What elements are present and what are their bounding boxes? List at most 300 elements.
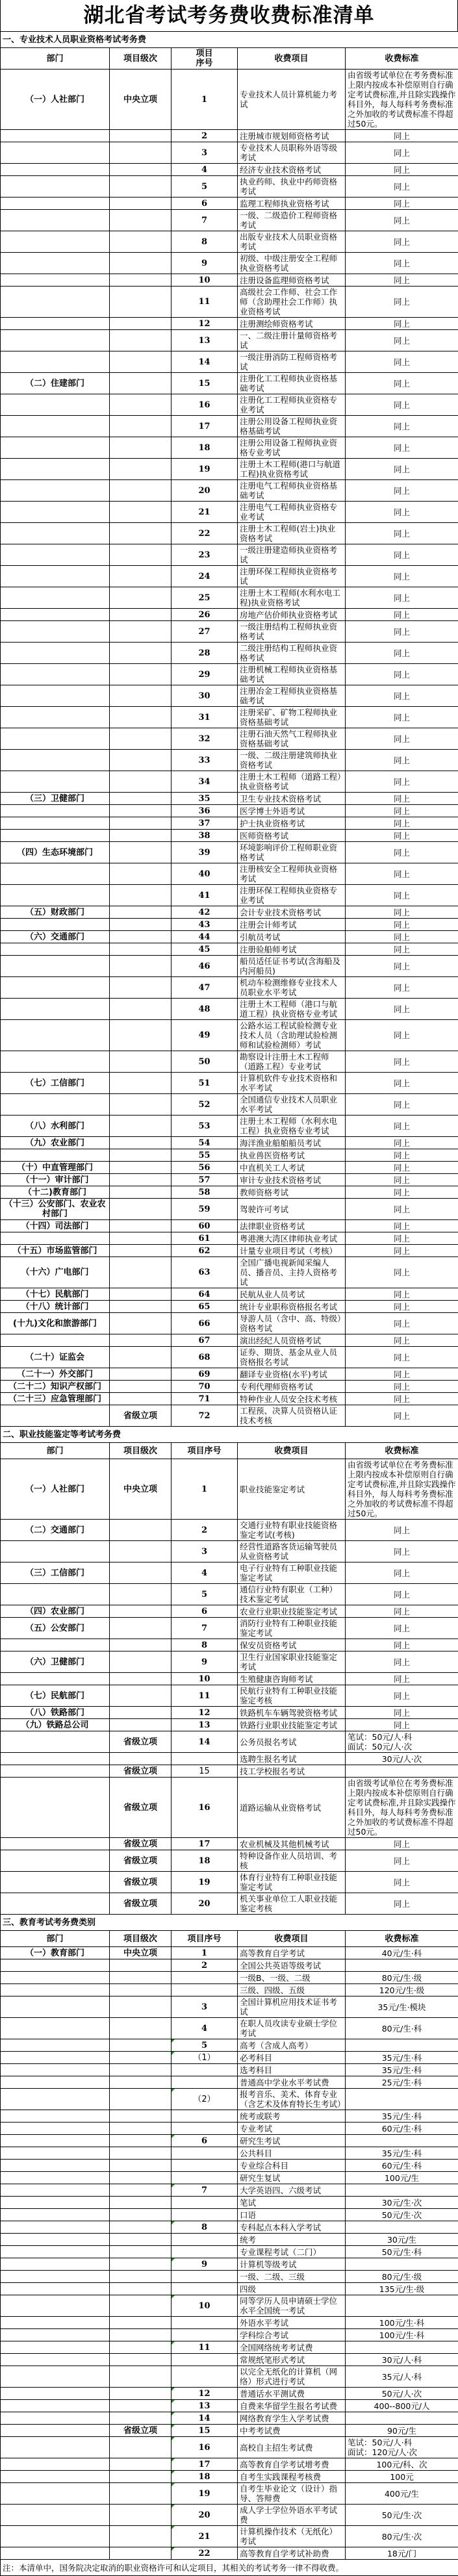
std-cell: 同上	[346, 198, 458, 210]
table-row	[1, 2366, 458, 2388]
std-cell: 同上	[346, 1520, 458, 1541]
item-cell: 注册土木工程师（水利水电工程）执业资格专业考试	[238, 1116, 346, 1137]
level-cell: 省级立项	[110, 1405, 172, 1427]
column-header-item: 收费项目	[238, 48, 346, 70]
std-cell: 同上	[346, 999, 458, 1020]
std-cell: 同上	[346, 1149, 458, 1162]
std-cell: 同上	[346, 1347, 458, 1368]
level-cell	[110, 210, 172, 231]
dept-cell	[1, 2123, 110, 2135]
seq-cell	[172, 2354, 238, 2366]
table-row	[1, 274, 458, 287]
std-cell: 同上	[346, 885, 458, 906]
level-cell	[110, 842, 172, 863]
seq-cell: 21	[172, 2526, 238, 2547]
seq-cell: 1	[172, 1459, 238, 1520]
seq-cell	[172, 2064, 238, 2076]
std-cell: 同上	[346, 1605, 458, 1618]
seq-cell: 18	[172, 2471, 238, 2483]
table-row	[1, 728, 458, 750]
seq-cell: 16	[172, 394, 238, 416]
table-row	[1, 750, 458, 771]
column-header-level: 项目级次	[110, 1443, 172, 1459]
section-heading: 三、教育考试考务费类别	[1, 1915, 458, 1931]
table-row	[1, 1393, 458, 1405]
seq-cell: 27	[172, 621, 238, 643]
item-cell: 船员适任证书考试(含海船及内河船员)	[238, 956, 346, 977]
level-cell	[110, 1959, 172, 1972]
dept-cell	[1, 2366, 110, 2388]
level-cell	[110, 1301, 172, 1313]
dept-cell	[1, 2317, 110, 2329]
dept-cell	[1, 1972, 110, 1984]
dept-cell: （九）农业部门	[1, 1137, 110, 1149]
level-cell	[110, 2184, 172, 2197]
item-cell: 全国网络统考考试费	[238, 2341, 346, 2354]
level-cell	[110, 1685, 172, 1707]
std-cell: 60元/生·科	[346, 2123, 458, 2135]
seq-cell: 10	[172, 2295, 238, 2317]
table-row	[1, 1073, 458, 1094]
std-cell: 同上	[346, 210, 458, 231]
level-cell	[110, 2354, 172, 2366]
dept-cell	[1, 459, 110, 480]
dept-cell	[1, 1893, 110, 1915]
item-cell: 专利代理师资格考试	[238, 1381, 346, 1393]
dept-cell: （四）生态环境部门	[1, 842, 110, 863]
item-cell: 全国计算机应用技术证书考试	[238, 1996, 346, 2018]
level-cell	[110, 373, 172, 394]
table-row	[1, 1584, 458, 1605]
seq-cell	[172, 2366, 238, 2388]
table-row	[1, 2425, 458, 2437]
item-cell: 中考考试费	[238, 2425, 346, 2437]
item-cell: 职业技能鉴定考试	[238, 1459, 346, 1520]
seq-cell	[172, 2234, 238, 2246]
dept-cell	[1, 1541, 110, 1562]
level-cell	[110, 2197, 172, 2209]
level-cell	[110, 1605, 172, 1618]
level-cell: 中央立项	[110, 70, 172, 130]
seq-cell: 16	[172, 1778, 238, 1838]
item-cell: 专业技术人员职称外语等级考试	[238, 142, 346, 164]
seq-cell: 50	[172, 1051, 238, 1073]
item-cell: 普通高中学业水平考试费	[238, 2076, 346, 2089]
std-cell: 笔试：50元/人·科 面试：50元/人·次	[346, 1731, 458, 1753]
dept-cell	[1, 566, 110, 587]
item-cell: 民航从业人员考试	[238, 1288, 346, 1301]
item-cell: 注册冶金工程师执业资格基础考试	[238, 685, 346, 707]
std-cell: 同上	[346, 1639, 458, 1651]
dept-cell	[1, 1584, 110, 1605]
table-row	[1, 1996, 458, 2018]
dept-cell: （九）铁路总公司	[1, 1719, 110, 1731]
section-heading: 二、职业技能鉴定等考试考务费	[1, 1427, 458, 1443]
item-cell: 专业考试	[238, 2123, 346, 2135]
std-cell: 同上	[346, 643, 458, 664]
std-cell: 同上	[346, 502, 458, 523]
dept-cell	[1, 480, 110, 502]
table-row	[1, 1368, 458, 1381]
item-cell: 注册电气工程师执业资格基础考试	[238, 480, 346, 502]
level-cell	[110, 2547, 172, 2560]
item-cell: 证券、期货、基金从业人员资格报名考试	[238, 1347, 346, 1368]
dept-cell: （一）人社部门	[1, 70, 110, 130]
seq-cell: 65	[172, 1301, 238, 1313]
dept-cell: （十八）统计部门	[1, 1301, 110, 1313]
level-cell	[110, 1584, 172, 1605]
seq-cell: 6	[172, 1605, 238, 1618]
level-cell	[110, 1174, 172, 1186]
std-cell: 100元/生·科	[346, 2329, 458, 2341]
std-cell: 同上	[346, 1393, 458, 1405]
dept-cell: （三）卫健部门	[1, 793, 110, 805]
level-cell	[110, 544, 172, 566]
table-row	[1, 1220, 458, 1232]
item-cell: 注册环保工程师执业资格专业考试	[238, 885, 346, 906]
item-cell: 初级、中级注册安全工程师执业资格考试	[238, 253, 346, 274]
dept-cell: （一）教育部门	[1, 1947, 110, 1959]
item-cell: 公务员报名考试	[238, 1731, 346, 1753]
seq-cell: 22	[172, 2547, 238, 2560]
seq-cell: 1	[172, 1947, 238, 1959]
seq-cell: 10	[172, 274, 238, 287]
std-cell: 同上	[346, 1405, 458, 1427]
level-cell	[110, 885, 172, 906]
dept-cell	[1, 2147, 110, 2160]
dept-cell: （八）铁路部门	[1, 1707, 110, 1719]
seq-cell: 5	[172, 1584, 238, 1605]
dept-cell	[1, 1838, 110, 1850]
level-cell: 省级立项	[110, 1893, 172, 1915]
dept-cell	[1, 1673, 110, 1685]
dept-cell	[1, 863, 110, 885]
table-row	[1, 2341, 458, 2354]
seq-cell: 40	[172, 863, 238, 885]
level-cell	[110, 1051, 172, 1073]
level-cell	[110, 2258, 172, 2271]
seq-cell: 11	[172, 2341, 238, 2354]
seq-cell: 15	[172, 1765, 238, 1778]
dept-cell	[1, 2283, 110, 2295]
dept-cell	[1, 999, 110, 1020]
seq-cell: 26	[172, 609, 238, 621]
item-cell: 二级注册结构工程师执业资格考试	[238, 643, 346, 664]
std-cell: 同上	[346, 330, 458, 351]
level-cell	[110, 1288, 172, 1301]
std-cell: 50元/生·次	[346, 2209, 458, 2221]
dept-cell	[1, 164, 110, 176]
item-cell: 注册核安全工程师执业资格考试	[238, 863, 346, 885]
level-cell	[110, 394, 172, 416]
table-row	[1, 999, 458, 1020]
seq-cell: 6	[172, 198, 238, 210]
table-row	[1, 2471, 458, 2483]
std-cell: 同上	[346, 1719, 458, 1731]
level-cell	[110, 1651, 172, 1673]
seq-cell: 13	[172, 2400, 238, 2412]
table-row	[1, 771, 458, 793]
level-cell	[110, 1639, 172, 1651]
dept-cell	[1, 2184, 110, 2197]
table-row	[1, 2388, 458, 2400]
seq-cell: 13	[172, 1719, 238, 1731]
table-row	[1, 1162, 458, 1174]
level-cell	[110, 621, 172, 643]
column-header-row	[1, 1443, 458, 1459]
seq-cell	[172, 2329, 238, 2341]
item-cell: 三级、四级、五级	[238, 1984, 346, 1996]
level-cell	[110, 2283, 172, 2295]
item-cell: 专业综合科目	[238, 2160, 346, 2172]
table-row	[1, 502, 458, 523]
item-cell: 自费来华留学生报名考试费	[238, 2400, 346, 2412]
std-cell: 80元/生·次	[346, 2526, 458, 2547]
dept-cell	[1, 1639, 110, 1651]
item-cell: 注册环保工程师执业资格考试	[238, 566, 346, 587]
level-cell	[110, 2160, 172, 2172]
seq-cell: 39	[172, 842, 238, 863]
dept-cell	[1, 2329, 110, 2341]
column-header-std: 收费标准	[346, 48, 458, 70]
level-cell	[110, 318, 172, 330]
std-cell	[346, 2039, 458, 2052]
item-cell: 医学博士外语考试	[238, 805, 346, 817]
level-cell	[110, 2295, 172, 2317]
level-cell	[110, 2052, 172, 2064]
std-cell: 同上	[346, 1257, 458, 1288]
dept-cell	[1, 330, 110, 351]
dept-cell	[1, 1753, 110, 1765]
seq-cell: 8	[172, 231, 238, 253]
std-cell: 同上	[346, 253, 458, 274]
std-cell: 同上	[346, 274, 458, 287]
dept-cell	[1, 2354, 110, 2366]
seq-cell: （1）	[172, 2052, 238, 2064]
seq-cell: 14	[172, 351, 238, 373]
table-row	[1, 2505, 458, 2526]
item-cell: 注册土木工程师（港口与航道工程）执业资格专业考试	[238, 999, 346, 1020]
table-row	[1, 176, 458, 198]
dept-cell	[1, 943, 110, 956]
seq-cell: 15	[172, 373, 238, 394]
std-cell	[346, 1959, 458, 1972]
std-cell: 同上	[346, 1313, 458, 1334]
std-cell: 同上	[346, 1116, 458, 1137]
seq-cell: 20	[172, 1893, 238, 1915]
item-cell: 学科综合考试	[238, 2329, 346, 2341]
table-row	[1, 1872, 458, 1893]
seq-cell: 1	[172, 70, 238, 130]
dept-cell	[1, 1405, 110, 1427]
item-cell: 计算机软件专业技术资格和水平考试	[238, 1073, 346, 1094]
table-row	[1, 817, 458, 830]
seq-cell: 17	[172, 2458, 238, 2471]
item-cell: 一级注册消防工程师资格考试	[238, 351, 346, 373]
dept-cell	[1, 2388, 110, 2400]
item-cell: 注册土木工程师（道路工程）执业资格考试	[238, 771, 346, 793]
std-cell: 同上	[346, 830, 458, 842]
std-cell: 50元/人·次	[346, 2388, 458, 2400]
item-cell: 引航员考试	[238, 931, 346, 943]
column-header-dept: 部门	[1, 1931, 110, 1947]
column-header-seq: 项目序号	[172, 1931, 238, 1947]
dept-cell	[1, 817, 110, 830]
level-cell	[110, 1257, 172, 1288]
dept-cell: （六）交通部门	[1, 931, 110, 943]
item-cell: 一级注册建造师执业资格考试	[238, 544, 346, 566]
table-row	[1, 587, 458, 609]
std-cell: 80元/生·级	[346, 2271, 458, 2283]
column-header-row	[1, 1931, 458, 1947]
dept-cell	[1, 2039, 110, 2052]
item-cell: 四级	[238, 2283, 346, 2295]
item-cell: 教师资格考试	[238, 1186, 346, 1199]
level-cell	[110, 2064, 172, 2076]
item-cell: 注册城市规划师资格考试	[238, 130, 346, 142]
std-cell: 同上	[346, 977, 458, 999]
dept-cell	[1, 198, 110, 210]
table-row	[1, 2123, 458, 2135]
seq-cell: 69	[172, 1368, 238, 1381]
std-cell: 30元/生·次	[346, 2197, 458, 2209]
dept-cell	[1, 2526, 110, 2547]
level-cell	[110, 1562, 172, 1584]
std-cell: 同上	[346, 609, 458, 621]
level-cell	[110, 330, 172, 351]
level-cell	[110, 1520, 172, 1541]
seq-cell: 19	[172, 2483, 238, 2505]
dept-cell	[1, 210, 110, 231]
table-row	[1, 416, 458, 437]
dept-cell	[1, 2018, 110, 2039]
seq-cell: 41	[172, 885, 238, 906]
seq-cell: 32	[172, 728, 238, 750]
std-cell: 35元/人·科	[346, 2366, 458, 2388]
item-cell: 公共科目	[238, 2147, 346, 2160]
seq-cell: 59	[172, 1199, 238, 1220]
std-cell: 400--800元/人	[346, 2400, 458, 2412]
item-cell: 注册会计师考试	[238, 919, 346, 931]
item-cell: 翻译专业资格(水平)考试	[238, 1368, 346, 1381]
dept-cell	[1, 805, 110, 817]
std-cell: 同上	[346, 1020, 458, 1051]
std-cell	[346, 1765, 458, 1778]
dept-cell	[1, 2172, 110, 2184]
std-cell: 同上	[346, 750, 458, 771]
std-cell: 同上	[346, 664, 458, 685]
level-cell	[110, 2172, 172, 2184]
std-cell: 18元/门	[346, 2547, 458, 2560]
level-cell: 省级立项	[110, 1850, 172, 1872]
level-cell	[110, 999, 172, 1020]
item-cell: 专业技术人员计算机能力考试	[238, 70, 346, 130]
std-cell: 35元/生·科	[346, 2052, 458, 2064]
level-cell: 中央立项	[110, 1459, 172, 1520]
table-row	[1, 885, 458, 906]
std-cell: 35元/生·科	[346, 2064, 458, 2076]
level-cell	[110, 817, 172, 830]
table-row	[1, 2246, 458, 2258]
item-cell: 统计专业职称资格报名考试	[238, 1301, 346, 1313]
table-row	[1, 210, 458, 231]
table-row	[1, 1405, 458, 1427]
seq-cell	[172, 1753, 238, 1765]
table-row	[1, 1719, 458, 1731]
dept-cell	[1, 2197, 110, 2209]
table-row	[1, 1850, 458, 1872]
table-row	[1, 2064, 458, 2076]
dept-cell	[1, 830, 110, 842]
level-cell	[110, 1381, 172, 1393]
dept-cell	[1, 2089, 110, 2110]
seq-cell: 17	[172, 1838, 238, 1850]
column-header-std: 收费标准	[346, 1931, 458, 1947]
item-cell: 注册化工工程师执业资格基础考试	[238, 373, 346, 394]
seq-cell: 3	[172, 1541, 238, 1562]
std-cell: 同上	[346, 956, 458, 977]
table-row	[1, 1174, 458, 1186]
table-row	[1, 1765, 458, 1778]
std-cell: 同上	[346, 142, 458, 164]
item-cell: 道路运输从业资格考试	[238, 1778, 346, 1838]
column-header-item: 收费项目	[238, 1931, 346, 1947]
level-cell	[110, 1719, 172, 1731]
seq-cell	[172, 2197, 238, 2209]
table-row	[1, 2160, 458, 2172]
dept-cell: （二十一）外交部门	[1, 1368, 110, 1381]
table-row	[1, 643, 458, 664]
std-cell: 同上	[346, 287, 458, 318]
section-heading: 一、专业技术人员职业资格考试考务费	[1, 32, 458, 48]
level-cell	[110, 1220, 172, 1232]
level-cell	[110, 1368, 172, 1381]
level-cell	[110, 1313, 172, 1334]
dept-cell	[1, 318, 110, 330]
table-row	[1, 621, 458, 643]
seq-cell: 47	[172, 977, 238, 999]
table-row	[1, 1199, 458, 1220]
level-cell	[110, 2089, 172, 2110]
std-cell: 同上	[346, 771, 458, 793]
dept-cell: （十五）市场监管部门	[1, 1245, 110, 1257]
table-row	[1, 1685, 458, 1707]
table-row	[1, 2295, 458, 2317]
seq-cell: 19	[172, 1872, 238, 1893]
level-cell	[110, 2135, 172, 2147]
table-row	[1, 1313, 458, 1334]
table-row	[1, 1257, 458, 1288]
std-cell: 同上	[346, 437, 458, 459]
level-cell	[110, 351, 172, 373]
std-cell: 400元/生	[346, 2483, 458, 2505]
dept-cell: （六）卫健部门	[1, 1651, 110, 1673]
seq-cell: 9	[172, 1651, 238, 1673]
table-row	[1, 2400, 458, 2412]
item-cell: 技工学校报名考试	[238, 1765, 346, 1778]
dept-cell	[1, 664, 110, 685]
std-cell: 同上	[346, 1368, 458, 1381]
level-cell	[110, 2209, 172, 2221]
dept-cell	[1, 253, 110, 274]
level-cell	[110, 198, 172, 210]
seq-cell: 16	[172, 2437, 238, 2458]
table-row	[1, 707, 458, 728]
level-cell	[110, 2388, 172, 2400]
dept-cell	[1, 1094, 110, 1116]
item-cell: 高校自主招生考试费	[238, 2437, 346, 2458]
dept-cell	[1, 1051, 110, 1073]
